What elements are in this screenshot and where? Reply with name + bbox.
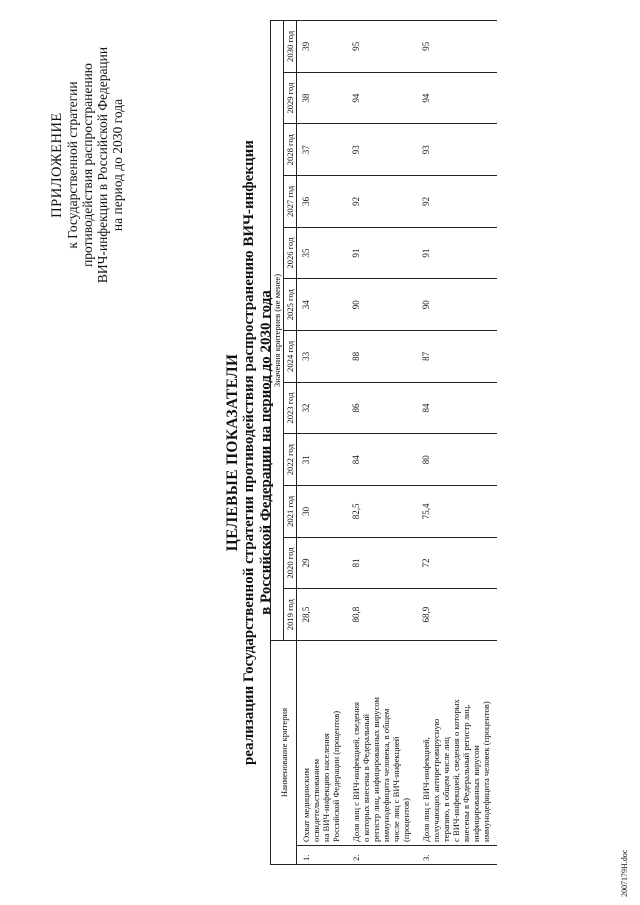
title-main: ЦЕЛЕВЫЕ ПОКАЗАТЕЛИ: [224, 353, 241, 552]
criterion-name-line: терапию, в общем числе лиц: [441, 737, 451, 842]
year-header: 2023 год: [284, 382, 297, 434]
criterion-value: 34: [297, 279, 348, 331]
criterion-value: 33: [297, 331, 348, 383]
table-row: [297, 21, 348, 865]
criterion-value: 32: [297, 382, 348, 434]
row-number: 1.: [297, 846, 348, 865]
criterion-value: 84: [347, 434, 417, 486]
criterion-value: 90: [417, 279, 497, 331]
table-header-row: [271, 21, 284, 865]
criterion-name-line: на ВИЧ-инфекцию населения: [321, 733, 331, 842]
criterion-value: 80,8: [347, 589, 417, 641]
year-header: 2027 год: [284, 176, 297, 228]
appendix-heading: ПРИЛОЖЕНИЕ: [49, 112, 65, 218]
table-row: [417, 21, 497, 865]
criterion-name: [297, 641, 348, 846]
criterion-value: 29: [297, 537, 348, 589]
year-header: 2019 год: [284, 589, 297, 641]
title-line: в Российской Федерации на период до 2030 года: [258, 290, 274, 615]
criterion-value: 81: [347, 537, 417, 589]
criterion-value: 39: [297, 21, 348, 73]
year-header: 2030 год: [284, 21, 297, 73]
criterion-value: 95: [417, 21, 497, 73]
year-header: 2022 год: [284, 434, 297, 486]
column-header-name: Наименование критерия: [271, 641, 297, 865]
year-header: 2021 год: [284, 486, 297, 538]
year-header: 2025 год: [284, 279, 297, 331]
criterion-name: [347, 641, 417, 846]
criterion-name-line: Доля лиц с ВИЧ-инфекцией, сведения: [351, 702, 361, 842]
criterion-value: 94: [347, 72, 417, 124]
criterion-value: 72: [417, 537, 497, 589]
appendix-line: на период до 2030 года: [110, 98, 125, 232]
year-header: 2024 год: [284, 331, 297, 383]
criterion-value: 86: [347, 382, 417, 434]
criterion-value: 95: [347, 21, 417, 73]
year-header: 2028 год: [284, 124, 297, 176]
criterion-value: 93: [347, 124, 417, 176]
criterion-value: 92: [347, 176, 417, 228]
criterion-name-line: (процентов): [401, 798, 411, 842]
criterion-value: 94: [417, 72, 497, 124]
criterion-value: 38: [297, 72, 348, 124]
criterion-name-line: инфицированных вирусом: [471, 745, 481, 842]
criterion-value: 91: [347, 227, 417, 279]
table-row: [347, 21, 417, 865]
year-header: 2029 год: [284, 72, 297, 124]
table-body: [297, 21, 498, 865]
criterion-value: 90: [347, 279, 417, 331]
row-number: 3.: [417, 846, 497, 865]
row-number: 2.: [347, 846, 417, 865]
file-name: 2007179Н.doc: [620, 849, 629, 897]
criterion-name-line: освидетельствованием: [311, 758, 321, 842]
criterion-name-line: регистр лиц, инфицированных вирусом: [371, 697, 381, 842]
year-header: 2026 год: [284, 227, 297, 279]
criterion-value: 87: [417, 331, 497, 383]
appendix-line: к Государственной стратегии: [65, 81, 80, 249]
criterion-name-line: иммунодефицита человека, в общем: [381, 708, 391, 842]
criterion-value: 31: [297, 434, 348, 486]
criterion-value: 68,9: [417, 589, 497, 641]
criterion-value: 93: [417, 124, 497, 176]
criterion-value: 28,5: [297, 589, 348, 641]
criterion-name-line: числе лиц с ВИЧ-инфекцией: [391, 736, 401, 842]
column-header-values: Значения критериев (не менее): [271, 21, 284, 641]
appendix-line: ВИЧ-инфекции в Российской Федерации: [95, 46, 110, 284]
criterion-value: 35: [297, 227, 348, 279]
appendix-line: противодействия распространению: [80, 63, 95, 267]
criterion-value: 92: [417, 176, 497, 228]
criterion-name-line: Охват медицинским: [301, 768, 311, 842]
criterion-value: 36: [297, 176, 348, 228]
indicators-table: [270, 20, 497, 865]
criterion-value: 88: [347, 331, 417, 383]
criterion-value: 37: [297, 124, 348, 176]
criterion-name-line: Российской Федерации (процентов): [331, 710, 341, 842]
criterion-value: 75,4: [417, 486, 497, 538]
appendix-block: [50, 25, 125, 305]
year-header: 2020 год: [284, 537, 297, 589]
criterion-value: 80: [417, 434, 497, 486]
criterion-name-line: с ВИЧ-инфекцией, сведения о которых: [451, 699, 461, 842]
title-line: реализации Государственной стратегии противодействия распространению ВИЧ-инфекции: [241, 140, 257, 765]
criterion-name: [417, 641, 497, 846]
criterion-name-line: внесены в Федеральный регистр лиц,: [461, 704, 471, 842]
criterion-value: 82,5: [347, 486, 417, 538]
criterion-value: 84: [417, 382, 497, 434]
document-title: [224, 40, 275, 865]
criterion-value: 30: [297, 486, 348, 538]
criterion-value: 91: [417, 227, 497, 279]
criterion-name-line: о которых внесены в Федеральный: [361, 713, 371, 842]
criterion-name-line: иммунодефицита человек (процентов): [481, 701, 491, 842]
criterion-name-line: Доля лиц с ВИЧ-инфекцией,: [421, 737, 431, 842]
criterion-name-line: получающих антиретровирусную: [431, 718, 441, 842]
